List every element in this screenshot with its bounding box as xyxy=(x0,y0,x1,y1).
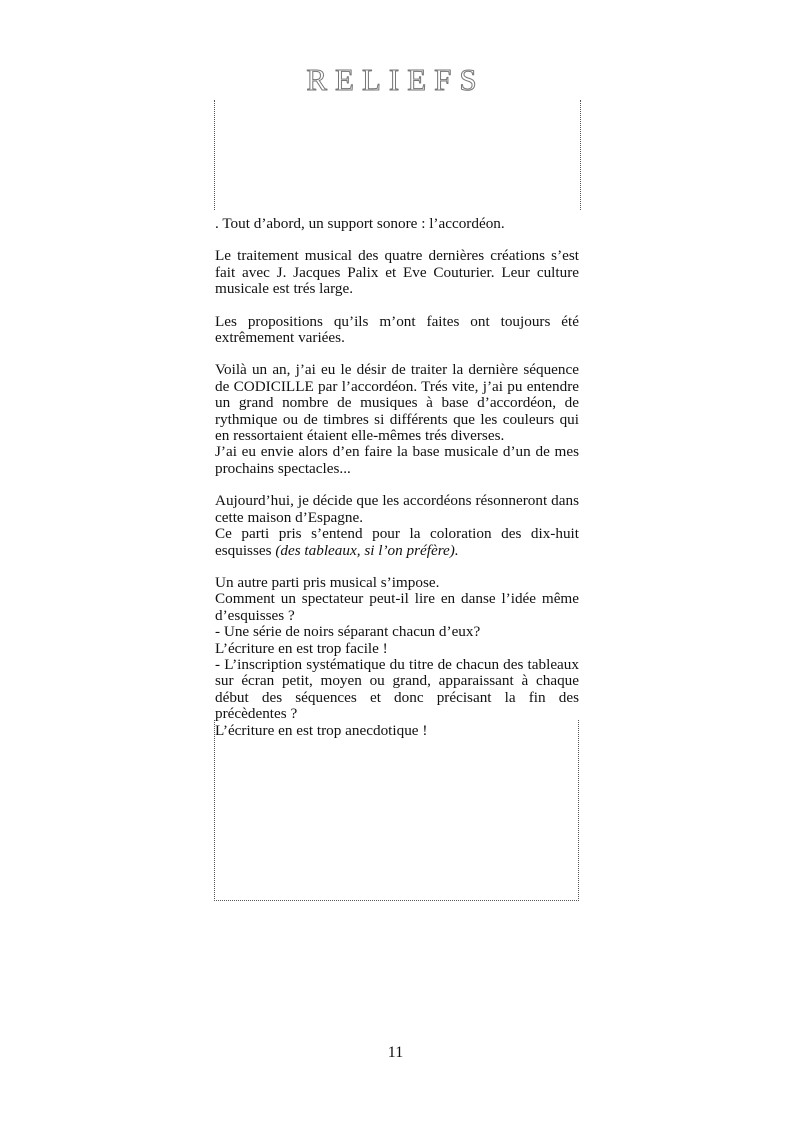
paragraph-codicille-desire: J’ai eu envie alors d’en faire la base musicale d’un de mes prochains spectacles... xyxy=(215,443,579,477)
paragraph-today-text: Aujourd’hui, je décide que les accordéons résonneront dans cette maison d’Espagne. xyxy=(215,492,579,526)
page-title: RELIEFS xyxy=(306,62,485,97)
paragraph-codicille xyxy=(215,362,579,477)
bottom-dotted-frame xyxy=(214,720,579,901)
top-dotted-frame xyxy=(214,100,581,210)
other-choice-line-3: - Une série de noirs séparant chacun d’eux? xyxy=(215,623,481,641)
other-choice-line-4: L’écriture en est trop facile ! xyxy=(215,639,388,657)
other-choice-line-5: - L’inscription systématique du titre de chacun des tableaux sur écran petit, moyen ou grand, apparaissant à chaque début des séquences et donc précisant la fin des précèdentes ? xyxy=(215,655,579,723)
other-choice-line-2: Comment un spectateur peut-il lire en danse l’idée même d’esquisses ? xyxy=(215,590,579,624)
coloration-italic: (des tableaux, si l’on préfère). xyxy=(275,541,459,559)
paragraph-codicille-text: Voilà un an, j’ai eu le désir de traiter la dernière séquence de CODICILLE par l’accordéon. Trés vite, j’ai pu entendre un grand nombre de musiques à base d’accordéon, de rythmique ou de timbres si différents que les couleurs qui en ressortaient étaient elle-mêmes trés diverses. xyxy=(215,361,579,445)
paragraph-propositions: Les propositions qu’ils m’ont faites ont toujours été extrêmement variées. xyxy=(215,312,579,347)
other-choice-line-1: Un autre parti pris musical s’impose. xyxy=(215,573,440,591)
body-text xyxy=(215,216,579,739)
coloration-text: Ce parti pris s’entend pour la coloration des dix-huit esquisses xyxy=(215,525,579,559)
paragraph-today xyxy=(215,493,579,559)
page-number: 11 xyxy=(387,1044,404,1061)
other-choice-line-6: L’écriture en est trop anecdotique ! xyxy=(215,721,428,739)
paragraph-other-choice xyxy=(215,575,579,739)
paragraph-intro: . Tout d’abord, un support sonore : l’accordéon. xyxy=(215,215,505,232)
paragraph-today-coloration xyxy=(215,526,579,559)
paragraph-musical-treatment: Le traitement musical des quatre dernières créations s’est fait avec J. Jacques Palix et Eve Couturier. Leur culture musicale est trés large. xyxy=(215,247,579,298)
